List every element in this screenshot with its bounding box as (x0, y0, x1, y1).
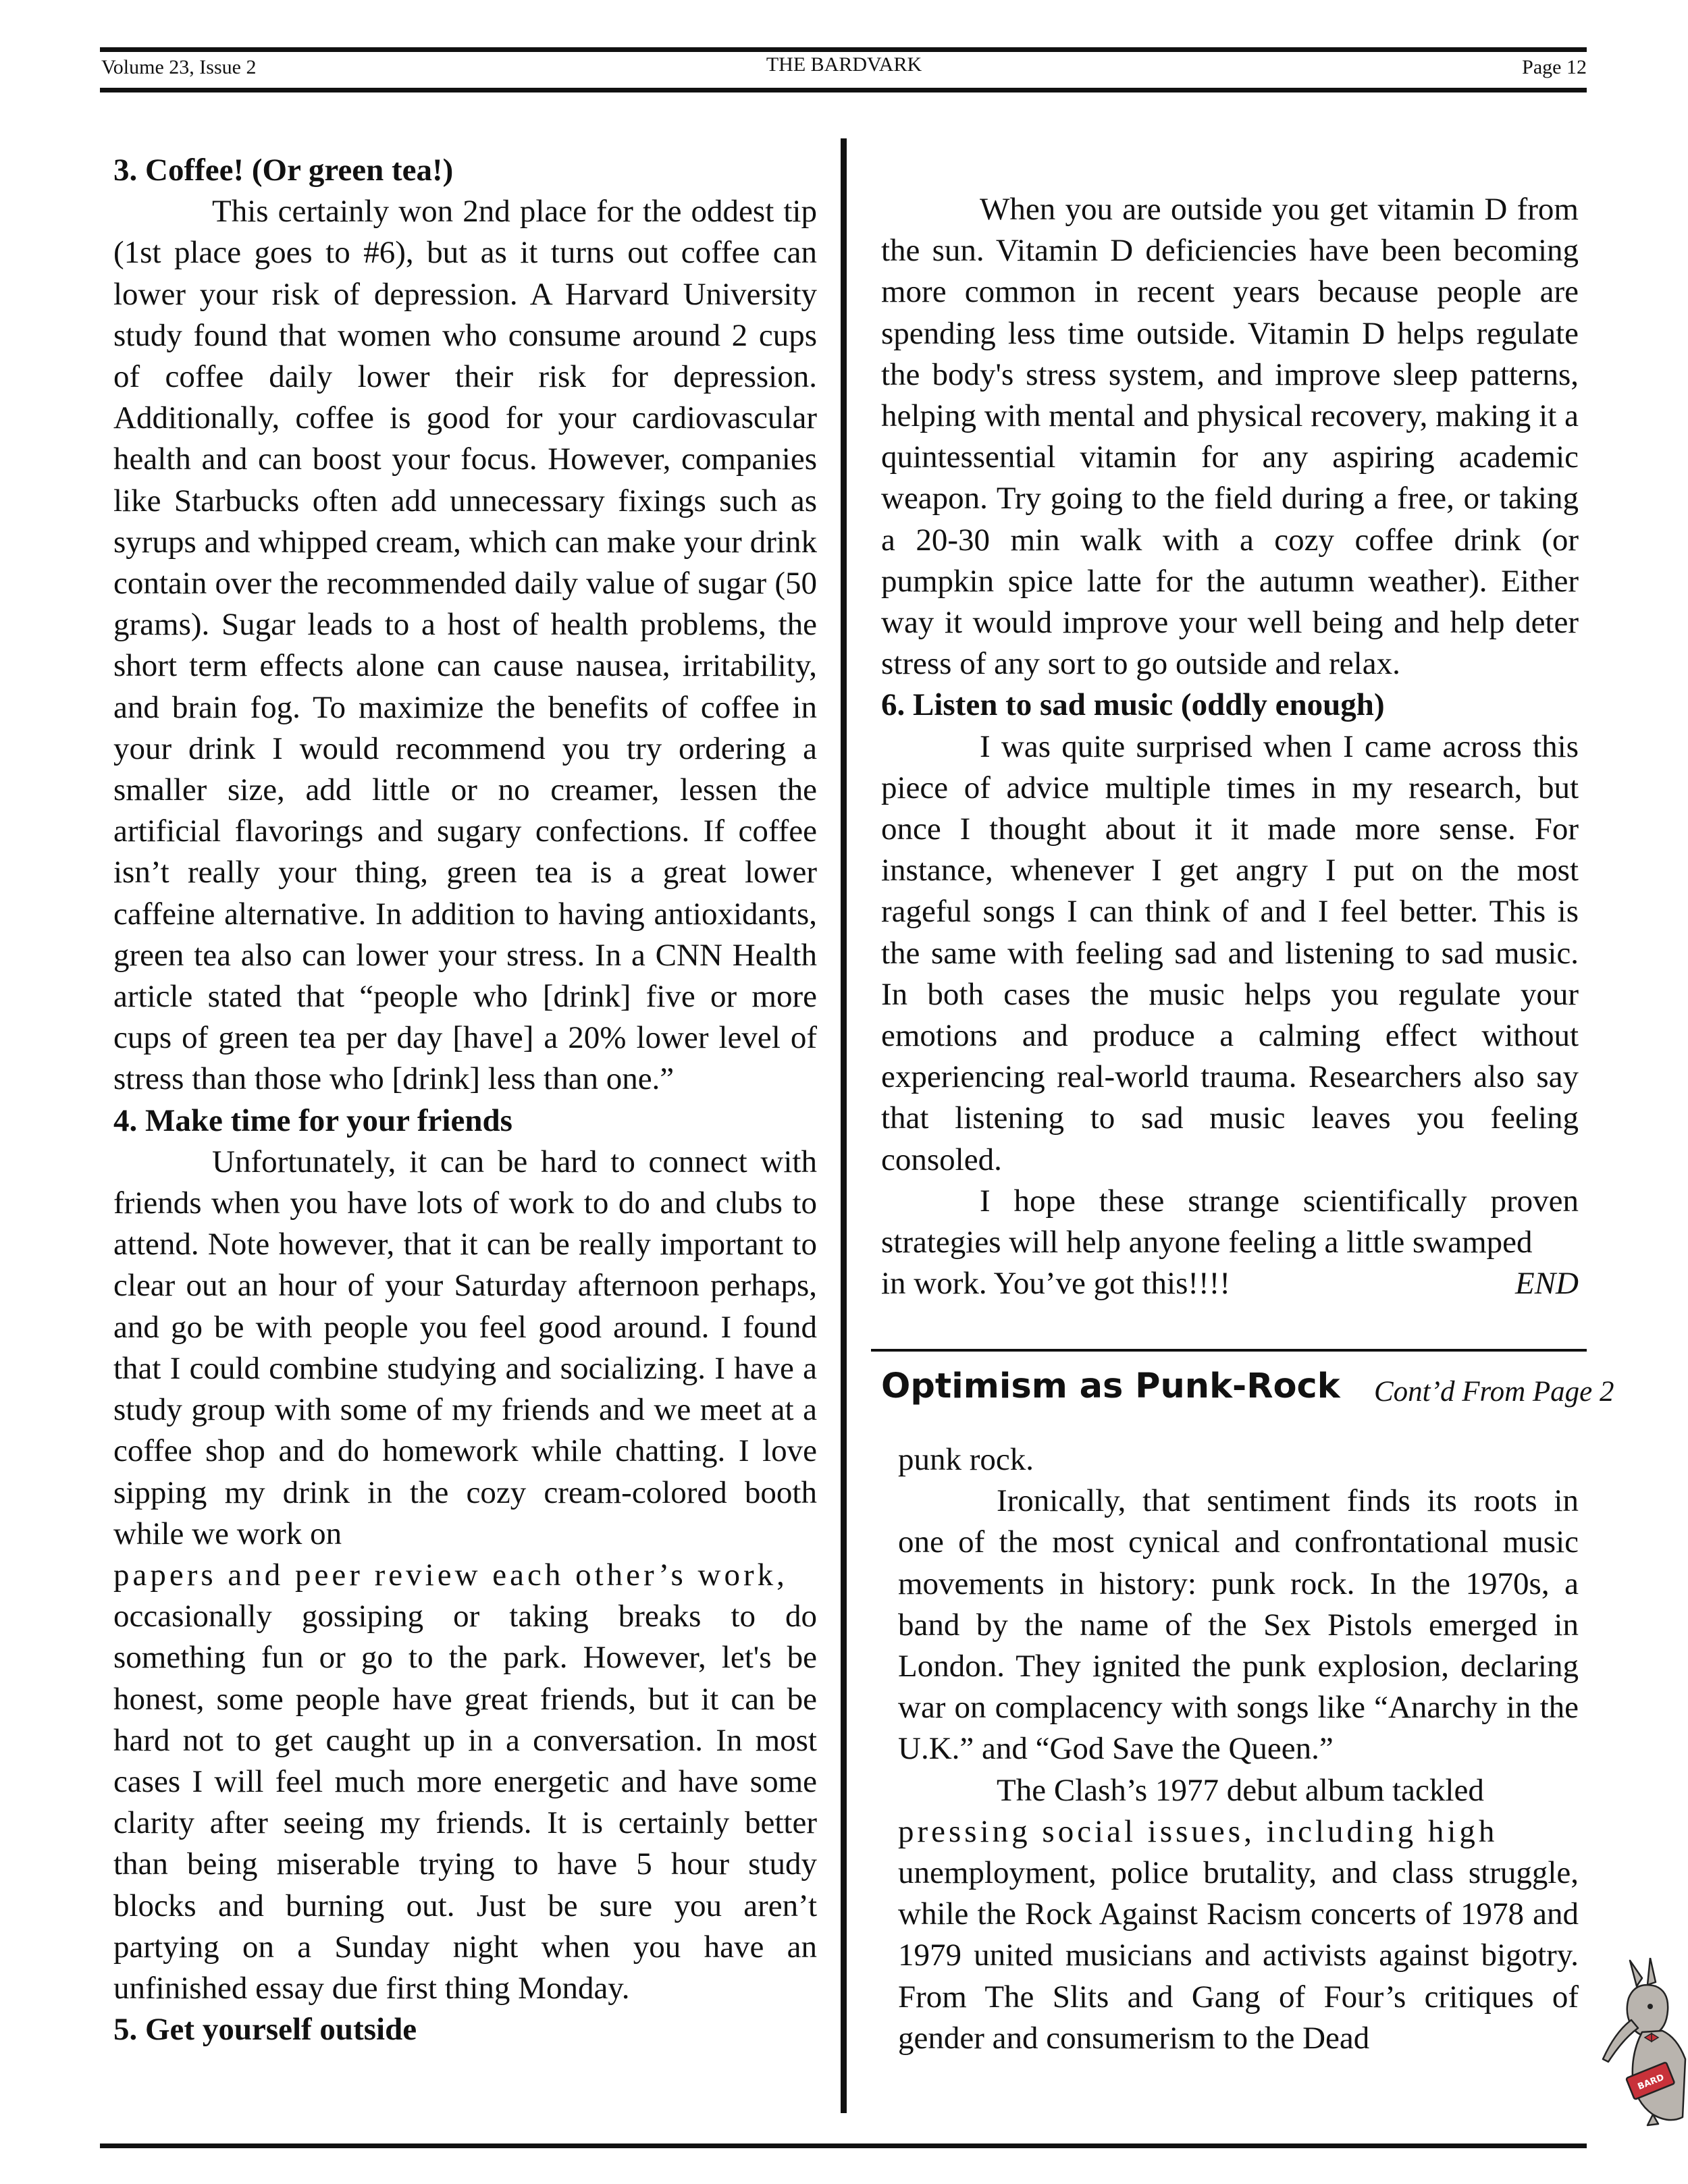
punk-paragraph-2-line: pressing social issues, including high (898, 1813, 1498, 1849)
punk-paragraph-1: Ironically, that sentiment finds its roots in one of the most cynical and confrontational music movements in history: punk rock. In the 1970s, a band by the name of the Sex Pistols emerged in London. They ignited the punk explosion, declaring war on complacency with songs like “Anarchy in the U.K.” and “God Save the Queen.” (898, 1483, 1579, 1767)
mascot-book-label: BARD (1636, 2072, 1666, 2093)
page-number: Page 12 (1522, 56, 1587, 78)
friends-paragraph-line: papers and peer review each other’s work, (113, 1557, 788, 1593)
outside-paragraph: When you are outside you get vitamin D from the sun. Vitamin D deficiencies have been becoming more common in recent years because people are spending less time outside. Vitamin D helps regulate the body's stress system, and improve sleep patterns, helping with mental and physical recovery, making it a quintessential vitamin for any aspiring academic weapon. Try going to the field during a free, or taking a 20-30 min walk with a cozy coffee drink (or pumpkin spice latte for the autumn weather). Either way it would improve your well being and help deter stress of any sort to go outside and relax. (881, 192, 1579, 682)
punk-paragraph-2: The Clash’s 1977 debut album tackled (997, 1772, 1484, 1808)
music-heading: 6. Listen to sad music (oddly enough) (881, 687, 1385, 723)
end-marker: END (1515, 1266, 1579, 1302)
coffee-paragraph: This certainly won 2nd place for the oddest tip (1st place goes to #6), but as it turns out coffee can lower your risk of depression. A Harvard University study found that women who consume around 2 cups of coffee daily lower their risk for depression. Additionally, coffee is good for your cardiovascular health and can boost your focus. However, companies like Starbucks often add unnecessary fixings such as syrups and whipped cream, which can make your drink contain over the recommended daily value of sugar (50 grams). Sugar leads to a host of health problems, the short term effects alone can cause nausea, irritability, and brain fog. To maximize the benefits of coffee in your drink I would recommend you try ordering a smaller size, add little or no creamer, lessen the artificial flavorings and sugary confections. If coffee isn’t really your thing, green tea is a great lower caffeine alternative. In addition to having antioxidants, green tea also can lower your stress. In a CNN Health article stated that “people who [drink] five or more cups of green tea per day [have] a 20% lower level of stress than those who [drink] less than one.” (113, 194, 817, 1097)
continued-note: Cont’d From Page 2 (1374, 1376, 1614, 1408)
column-divider (841, 138, 847, 2113)
friends-paragraph-cont: occasionally gossiping or taking breaks to do something fun or go to the park. However, let's be honest, some people have great friends, but it can be hard not to get caught up in a conversation. In most cases I will feel much more energetic and have some clarity after seeing my friends. It is certainly better than being miserable trying to have 5 hour study blocks and burning out. Just be sure you aren’t partying on a Sunday night when you have an unfinished essay due first thing Monday. (113, 1599, 817, 2006)
punk-lead-line: punk rock. (898, 1442, 1034, 1477)
closing-last-text: in work. You’ve got this!!!! (881, 1266, 1230, 1302)
music-paragraph: I was quite surprised when I came across this piece of advice multiple times in my research, but once I thought about it it made more sense. For instance, whenever I get angry I put on the most rageful songs I can think of and I feel better. This is the same with feeling sad and listening to sad music. In both cases the music helps you regulate your emotions and produce a calming effect without experiencing real-world trauma. Researchers also say that listening to sad music leaves you feeling consoled. (881, 728, 1579, 1177)
friends-paragraph: Unfortunately, it can be hard to connect with friends when you have lots of work to do and clubs to attend. Note however, that it can be really important to clear out an hour of your Saturday afternoon perhaps, and go be with people you feel good around. I found that I could combine studying and socializing. I have a study group with some of my friends and we meet at a coffee shop and do homework while chatting. I love sipping my drink in the cozy cream-colored booth while we work on (113, 1144, 817, 1551)
issue-label: Volume 23, Issue 2 (101, 56, 257, 78)
header-bottom-rule (100, 88, 1587, 92)
article-title: Optimism as Punk-Rock (881, 1366, 1340, 1406)
punk-paragraph-2-cont: unemployment, police brutality, and class struggle, while the Rock Against Racism concerts of 1978 and 1979 united musicians and activists against bigotry. From The Slits and Gang of Four’s critiques of gender and consumerism to the Dead (898, 1855, 1579, 2056)
newsletter-title: THE BARDVARK (766, 53, 922, 76)
coffee-heading: 3. Coffee! (Or green tea!) (113, 153, 454, 188)
friends-heading: 4. Make time for your friends (113, 1102, 512, 1138)
left-column (113, 150, 817, 2050)
right-column (881, 189, 1579, 1304)
header-top-rule (100, 47, 1587, 52)
footer-rule (100, 2143, 1587, 2148)
aardvark-mascot-icon (1588, 1958, 1688, 2127)
closing-paragraph: I hope these strange scientifically proven strategies will help anyone feeling a little swamped (881, 1183, 1579, 1260)
closing-last-line (881, 1263, 1579, 1304)
outside-heading: 5. Get yourself outside (113, 2012, 417, 2048)
punk-article-body (898, 1439, 1579, 2059)
section-rule (871, 1349, 1587, 1352)
